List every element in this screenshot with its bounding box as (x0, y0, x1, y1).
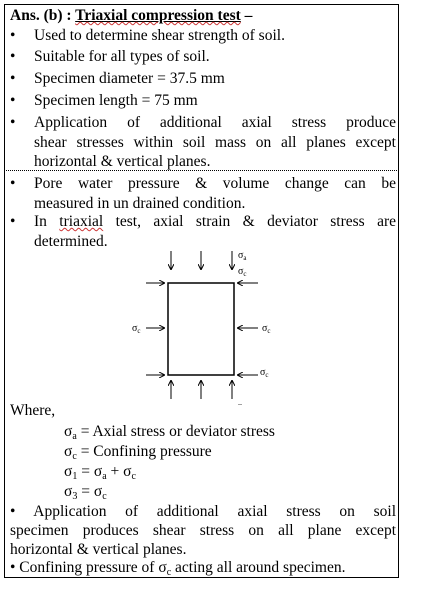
bullet-item (10, 174, 396, 214)
sigma-c-label: $\sigma_c$ (132, 323, 141, 335)
bullet-text: Suitable for all types of soil. (34, 48, 210, 65)
bullet-icon: • (10, 27, 16, 44)
sigma-c-label: $\sigma_c$ (262, 323, 271, 335)
sigma-c-label: $\sigma_c$ (238, 266, 247, 278)
dot-mark: .. (238, 398, 242, 407)
bullet-icon: • (10, 175, 16, 192)
triaxial-stress-diagram (128, 247, 288, 407)
answer-label: Ans. (b) : (10, 7, 76, 24)
sigma-a-label: $\sigma_a$ (238, 250, 247, 262)
bullet-item (10, 113, 396, 173)
bullet-text: Application of additional axial stress produce shear stresses within soil mass on all planes except horizontal & vertical planes. (34, 114, 396, 170)
bullet-icon: • (10, 70, 16, 87)
bullet-icon: • (10, 92, 16, 109)
bullet-icon: • (10, 48, 16, 65)
where-label: Where, (10, 402, 56, 419)
definition-sigma-3: $\sigma_3 = \sigma_c$ (64, 483, 107, 502)
bullet-icon: • (10, 213, 16, 230)
bullet-text: In triaxial test, axial strain & deviator stress are determined. (34, 213, 396, 250)
bullet-text: Pore water pressure & volume change can be measured in un drained condition. (34, 175, 396, 212)
specimen-rect (168, 283, 234, 375)
definition-sigma-c: $\sigma_c$ = Confining pressure (64, 443, 212, 462)
bullet-text: Specimen diameter = 37.5 mm (34, 70, 225, 87)
bullet-item (10, 212, 396, 252)
note-paragraph: • Application of additional axial stress on soil specimen produces shear stress on all plane except horizontal & vertical planes. (10, 503, 396, 558)
bullet-text: Specimen length = 75 mm (34, 92, 198, 109)
answer-title: Ans. (b) : Triaxial compression test – (10, 7, 253, 24)
definition-sigma-a: $\sigma_a$ = Axial stress or deviator stress (64, 423, 275, 442)
note-paragraph: • Confining pressure of $\sigma_c$ acting all around specimen. (10, 559, 346, 578)
bullet-icon: • (10, 114, 16, 131)
answer-topic: Triaxial compression test (75, 7, 241, 24)
bullet-text: Used to determine shear strength of soil. (34, 27, 285, 44)
definition-sigma-1: $\sigma_1 = \sigma_a + \sigma_c$ (64, 463, 136, 482)
sigma-c-label: $\sigma_c$ (260, 367, 269, 379)
